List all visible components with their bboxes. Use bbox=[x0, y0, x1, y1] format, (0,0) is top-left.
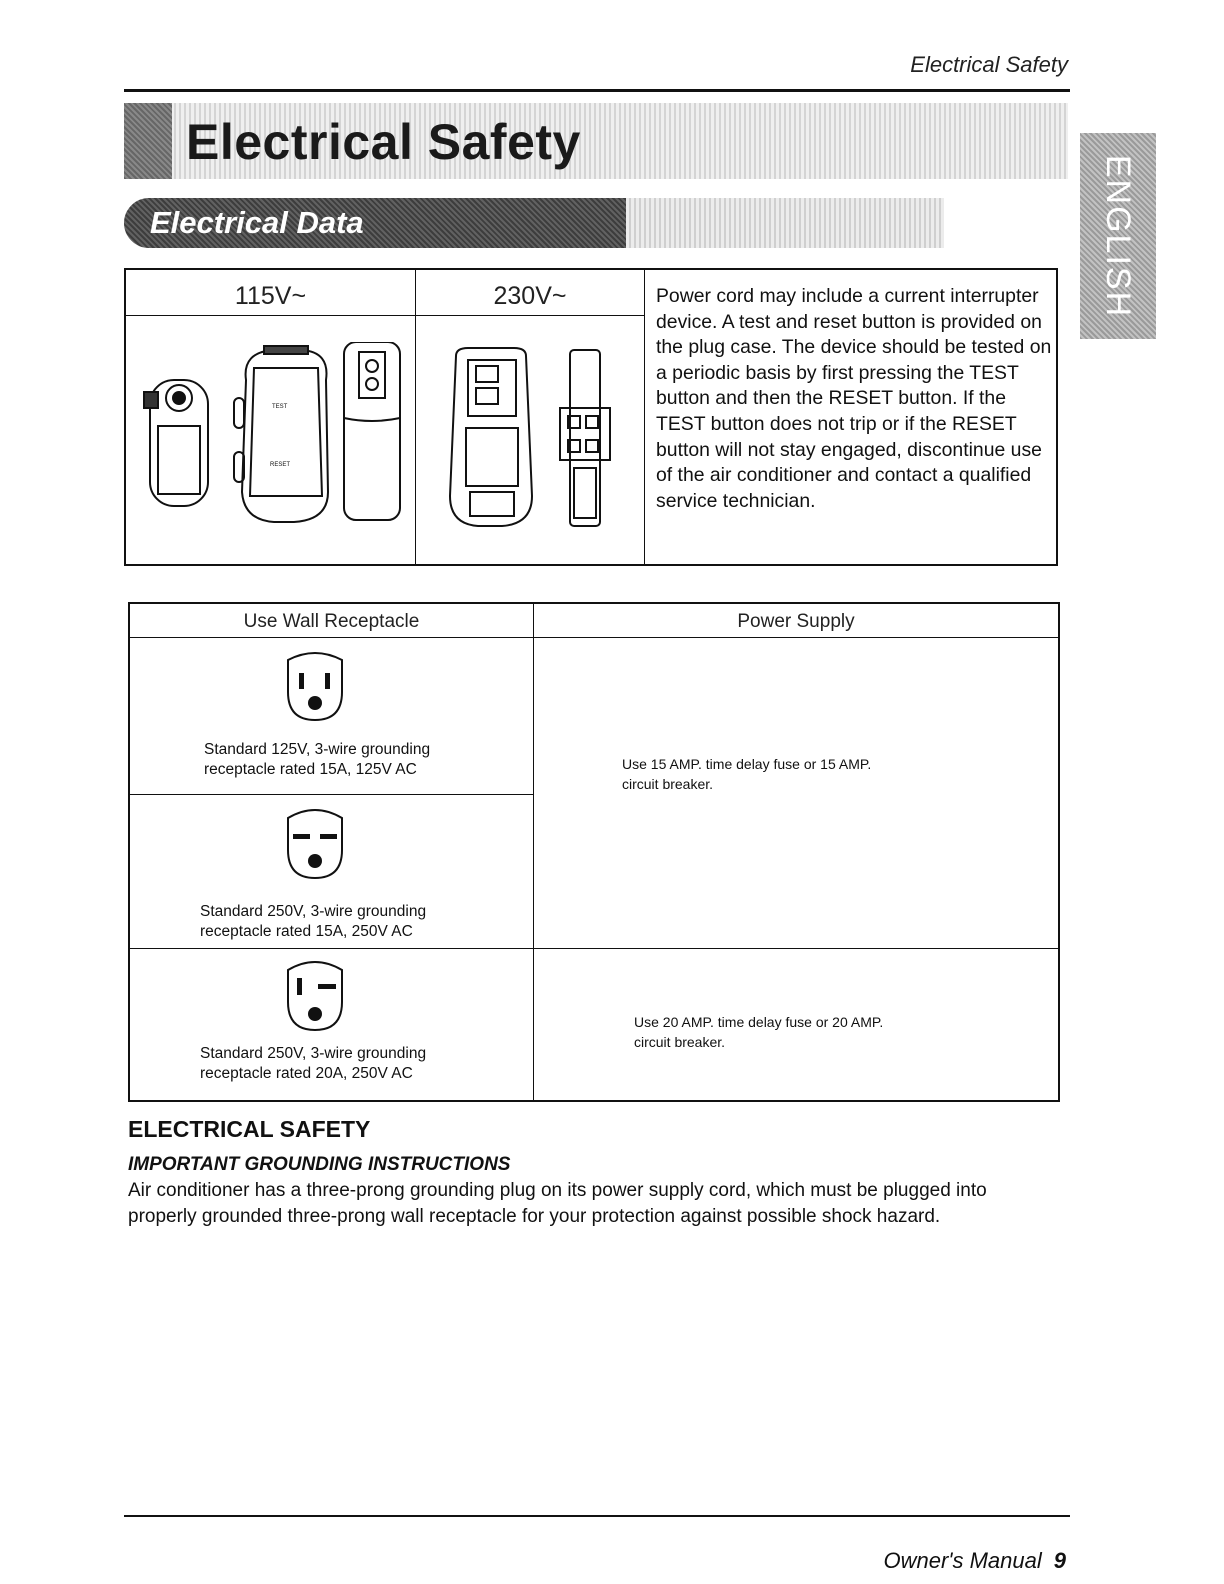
plug-115v-illustration bbox=[134, 342, 410, 532]
receptacle-row-rule bbox=[130, 948, 1058, 949]
receptacle-2-line1: Standard 250V, 3-wire grounding bbox=[200, 903, 427, 920]
plug-table-divider bbox=[644, 270, 645, 564]
supply-20a-text bbox=[634, 1012, 883, 1052]
supply-15a-line1: Use 15 AMP. time delay fuse or 15 AMP. bbox=[622, 756, 872, 772]
footer-label: Owner's Manual bbox=[883, 1548, 1042, 1573]
header-power-supply: Power Supply bbox=[737, 611, 855, 632]
receptacle-2-caption bbox=[200, 902, 426, 942]
safety-heading: ELECTRICAL SAFETY bbox=[128, 1116, 371, 1142]
title-marker bbox=[124, 103, 172, 179]
running-head: Electrical Safety bbox=[910, 52, 1068, 77]
plug-face-left bbox=[158, 426, 200, 494]
receptacle-3-line2: receptacle rated 20A, 250V AC bbox=[200, 1065, 413, 1082]
header-230v: 230V~ bbox=[493, 282, 567, 310]
header-115v: 115V~ bbox=[234, 282, 307, 310]
plug-table bbox=[124, 268, 1058, 566]
plug-table-header-rule bbox=[126, 315, 644, 316]
plug-body-230v-left bbox=[450, 348, 532, 526]
section-banner bbox=[124, 198, 944, 248]
title-band bbox=[124, 103, 1068, 179]
language-tab bbox=[1080, 133, 1156, 339]
receptacle-table bbox=[128, 602, 1060, 1102]
supply-15a-text bbox=[622, 754, 871, 794]
gfci-description: Power cord may include a current interrupter device. A test and reset button is provided on the plug case. The device should be tested on a periodic basis by first pressing the TEST button and then the RESET button. If the TEST button does not trip or if the RESET button will not stay engaged, discontinue use of the air conditioner and contact a qualified service technician. bbox=[656, 285, 1052, 512]
receptacle-250v-15a-icon bbox=[278, 804, 352, 884]
header-wall-receptacle: Use Wall Receptacle bbox=[243, 611, 420, 632]
supply-20a-line1: Use 20 AMP. time delay fuse or 20 AMP. bbox=[634, 1014, 884, 1030]
page-footer bbox=[760, 1548, 1066, 1574]
receptacle-3-caption bbox=[200, 1044, 426, 1084]
safety-subheading: IMPORTANT GROUNDING INSTRUCTIONS bbox=[128, 1154, 511, 1175]
page-number: 9 bbox=[1053, 1548, 1066, 1573]
receptacle-1-caption bbox=[204, 740, 430, 780]
plug-230v-illustration bbox=[422, 346, 638, 532]
plug-buttons-right bbox=[359, 352, 385, 398]
language-tab-label: ENGLISH bbox=[1099, 154, 1138, 318]
receptacle-250v-20a-icon bbox=[278, 956, 352, 1036]
receptacle-table-header-rule bbox=[130, 637, 1058, 638]
page-title: Electrical Safety bbox=[186, 114, 581, 170]
footer-rule bbox=[124, 1515, 1070, 1517]
receptacle-125v-15a-icon bbox=[278, 648, 352, 726]
receptacle-row-rule bbox=[130, 794, 534, 795]
header-rule bbox=[124, 89, 1070, 92]
supply-20a-line2: circuit breaker. bbox=[634, 1034, 726, 1050]
receptacle-3-line1: Standard 250V, 3-wire grounding bbox=[200, 1045, 427, 1062]
test-label: TEST bbox=[272, 404, 288, 410]
receptacle-2-line2: receptacle rated 15A, 250V AC bbox=[200, 923, 413, 940]
section-subtitle: Electrical Data bbox=[150, 205, 364, 240]
receptacle-1-line1: Standard 125V, 3-wire grounding bbox=[204, 741, 431, 758]
receptacle-table-divider bbox=[533, 604, 534, 1100]
safety-body: Air conditioner has a three-prong grounding plug on its power supply cord, which must be plugged into properly grounded three-prong wall receptacle for your protection against possible shock hazard. bbox=[128, 1180, 987, 1227]
receptacle-1-line2: receptacle rated 15A, 125V AC bbox=[204, 761, 417, 778]
reset-label: RESET bbox=[270, 462, 291, 468]
supply-15a-line2: circuit breaker. bbox=[622, 776, 714, 792]
plug-body-right bbox=[344, 342, 400, 520]
